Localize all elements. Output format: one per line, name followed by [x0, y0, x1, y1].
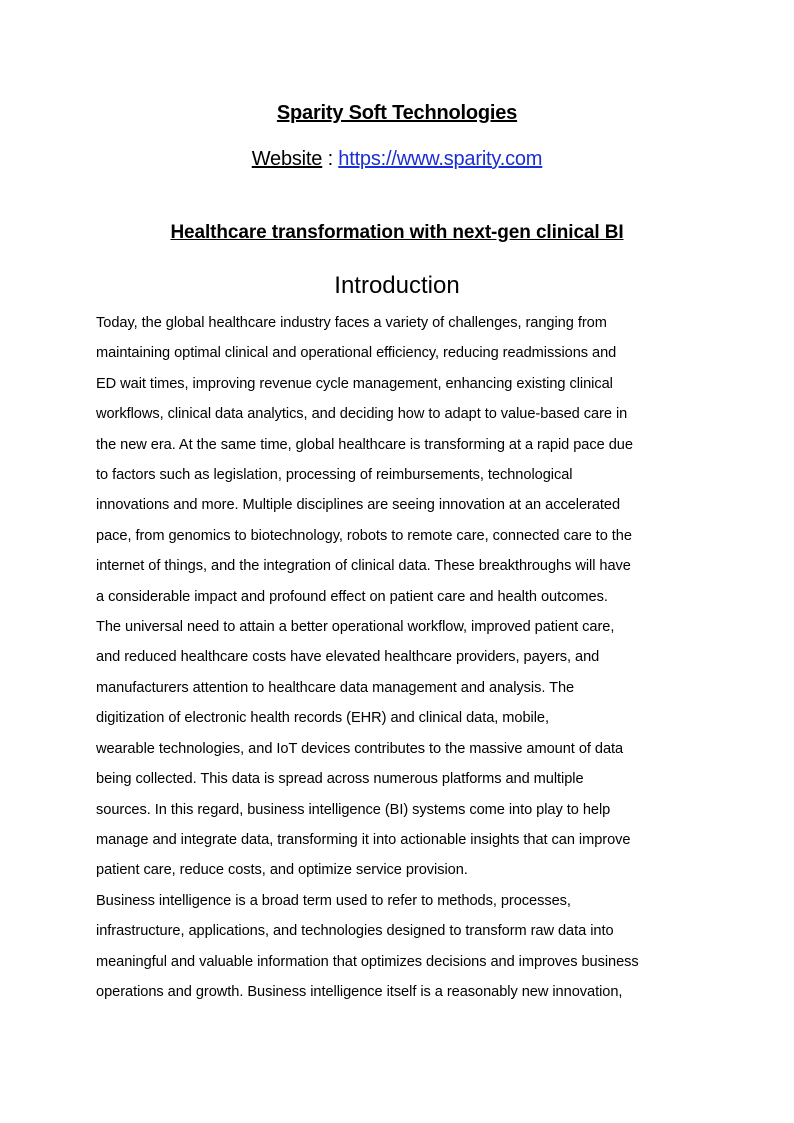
body-line: digitization of electronic health records (EHR) and clinical data, mobile,	[96, 710, 549, 727]
body-line: manufacturers attention to healthcare data management and analysis. The	[96, 679, 575, 696]
section-heading-introduction: Introduction	[334, 272, 460, 299]
body-line: and reduced healthcare costs have elevated healthcare providers, payers, and	[96, 649, 600, 666]
body-line: maintaining optimal clinical and operational efficiency, reducing readmissions and	[96, 345, 617, 362]
body-line: being collected. This data is spread across numerous platforms and multiple	[96, 771, 584, 788]
document-title: Healthcare transformation with next-gen clinical BI	[170, 222, 624, 243]
body-line: Today, the global healthcare industry faces a variety of challenges, ranging from	[96, 315, 607, 331]
body-line: a considerable impact and profound effect on patient care and health outcomes.	[96, 588, 608, 605]
website-link[interactable]: https://www.sparity.com	[338, 148, 543, 170]
body-line: pace, from genomics to biotechnology, robots to remote care, connected care to the	[96, 527, 632, 544]
body-text	[96, 308, 706, 1007]
website-line	[0, 145, 794, 173]
body-line: The universal need to attain a better operational workflow, improved patient care,	[96, 619, 615, 636]
body-line: the new era. At the same time, global healthcare is transforming at a rapid pace due	[96, 436, 633, 453]
company-name: Sparity Soft Technologies	[276, 102, 518, 124]
body-line: innovations and more. Multiple disciplines are seeing innovation at an accelerated	[96, 497, 621, 514]
body-line: Business intelligence is a broad term used to refer to methods, processes,	[96, 892, 571, 909]
body-line: workflows, clinical data analytics, and deciding how to adapt to value-based care in	[96, 406, 628, 423]
website-separator: :	[322, 148, 339, 170]
body-line: to factors such as legislation, processing of reimbursements, technological	[96, 467, 573, 484]
body-line: patient care, reduce costs, and optimize service provision.	[96, 862, 468, 879]
body-line: wearable technologies, and IoT devices contributes to the massive amount of data	[96, 740, 624, 757]
body-line: operations and growth. Business intelligence itself is a reasonably new innovation,	[96, 983, 623, 1000]
body-line: internet of things, and the integration of clinical data. These breakthroughs will have	[96, 558, 631, 575]
body-line: sources. In this regard, business intelligence (BI) systems come into play to help	[96, 801, 611, 818]
body-line: manage and integrate data, transforming it into actionable insights that can improve	[96, 831, 631, 848]
body-line: ED wait times, improving revenue cycle management, enhancing existing clinical	[96, 375, 613, 392]
website-label: Website	[251, 148, 323, 170]
body-line: meaningful and valuable information that optimizes decisions and improves business	[96, 953, 639, 970]
body-line: infrastructure, applications, and technologies designed to transform raw data into	[96, 923, 614, 940]
